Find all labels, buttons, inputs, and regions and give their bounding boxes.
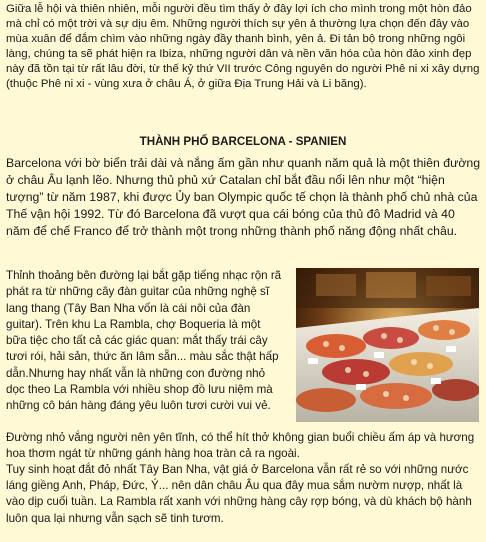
intro-paragraph: Giữa lễ hội và thiên nhiên, mỗi người đều tìm thấy ở đây lợi ích cho mình trong một hòn đảo mà chỉ có một trời và sự dịu êm. Những người thích sự yên ả thường lựa chọn đến đây vào mùa xuân để đắm chìm vào những ngày đầy thanh bình, yên ả. Đi tản bộ trong những ngôi làng, chúng ta sẽ phát hiện ra Ibiza, những người dân và nền văn hóa của hòn đảo xinh đẹp này đã tồn tại từ rất lâu đời, từ thế kỷ thứ VII trước Công nguyên do người Phê ni xi xây dựng (thuộc Phê ni xi - vùng xưa ở châu Á, ở giữa Địa Trung Hải và Li băng). (6, 3, 480, 90)
section-heading: THÀNH PHỐ BARCELONA - SPANIEN (139, 135, 347, 148)
barcelona-paragraph: Barcelona với bờ biển trải dài và nắng ấm gần như quanh năm quả là một thiên đường ở châu Âu lạnh lẽo. Nhưng thủ phủ xứ Catalan chỉ bắt đầu nổi lên như một “hiện tượng” từ năm 1987, khi được Ủy ban Olympic quốc tế chọn là thành phố chủ nhà của Thế vận hội 1992. Từ đó Barcelona đã vượt qua cái bóng của thủ đô Madrid và 40 năm để chế Franco để trở thành một trong những thành phố năng động nhất châu. (6, 156, 481, 238)
market-stall-photo (296, 268, 479, 422)
market-paragraph: Thỉnh thoảng bên đường lại bắt gặp tiếng nhạc rộn rã phát ra từ những cây đàn guitar của những nghệ sĩ lang thang (Tây Ban Nha vốn là cái nôi của đàn guitar). Trên khu La Rambla, chợ Boqueria là một bữa tiệc cho tất cả các giác quan: mắt thấy trái cây tươi rói, hải sản, thức ăn lâm sẵn... màu sắc thật hấp dẫn.Nhưng hay nhất vẫn là những con đường nhỏ dọc theo La Rambla với nhiều shop đồ lưu niệm mà những cô bán hàng đáng yêu luôn tươi cười vui vẻ. (6, 269, 282, 413)
shopping-paragraph: Tuy sinh hoạt đắt đỏ nhất Tây Ban Nha, vật giá ở Barcelona vẫn rất rẻ so với những nước láng giềng Anh, Pháp, Đức, Ý... nên dân châu Âu qua đây mua sắm nườm nượp, nhất là vào dịp cuối tuần. La Rambla rất xanh với những hàng cây rợp bóng, và dù khách bộ hành luôn qua lại nhưng vẫn sạch sẽ tinh tươm. (6, 463, 472, 525)
quiet-street-paragraph: Đường nhỏ vắng người nên yên tĩnh, có thể hít thở không gian buổi chiều ấm áp và hương hoa thơm ngát từ những gánh hàng hoa tràn cả ra ngoài. (6, 431, 475, 460)
